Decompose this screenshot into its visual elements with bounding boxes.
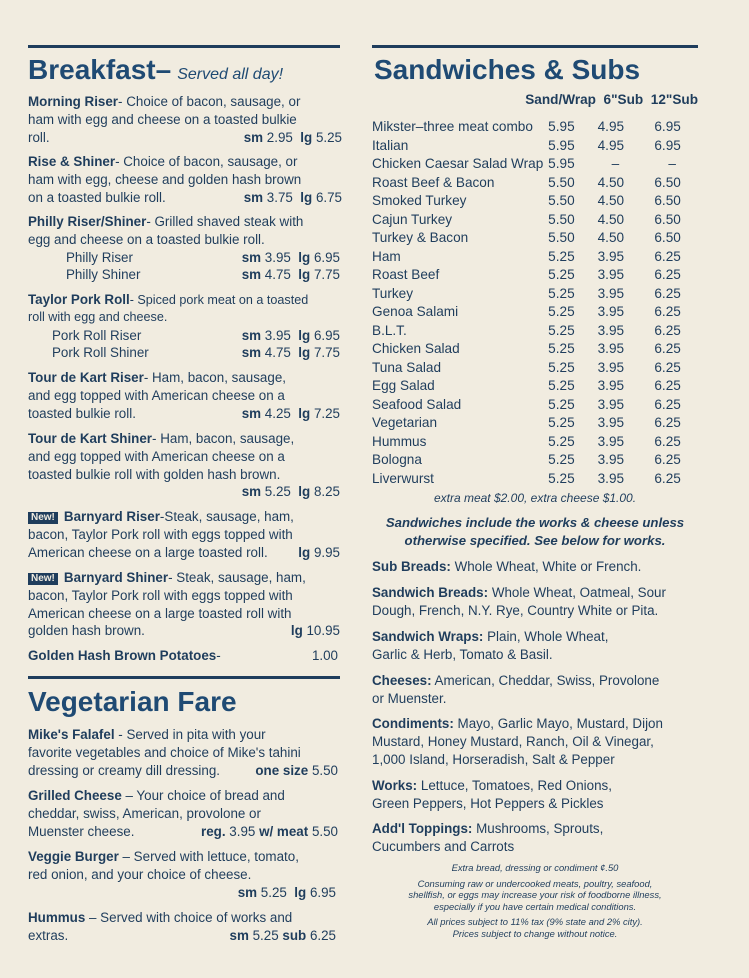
menu-item-barnyard-shiner xyxy=(28,569,340,640)
item-desc: and egg topped with American cheese on a xyxy=(28,448,285,464)
sandwich-row xyxy=(372,211,698,230)
sand-wrap-price: 5.25 xyxy=(548,285,575,301)
sandwich-name: Italian xyxy=(372,137,409,153)
item-name: Philly Riser/Shiner xyxy=(28,214,147,229)
twelve-inch-sub-price: 6.25 xyxy=(654,341,681,356)
sand-wrap-price: 5.95 xyxy=(548,156,575,171)
six-inch-sub-price: 3.95 xyxy=(597,267,625,282)
item-desc: - Ham, bacon, sausage, xyxy=(152,431,295,446)
six-inch-sub-price: 4.50 xyxy=(597,174,625,190)
sandwich-row xyxy=(372,433,698,452)
sandwich-name: Liverwurst xyxy=(372,470,434,486)
item-desc: on a toasted bulkie roll. xyxy=(28,189,166,205)
sandwich-name: Smoked Turkey xyxy=(372,193,467,208)
menu-item-tour-de-kart-shiner xyxy=(28,430,340,501)
price-column-header: Sand/Wrap 6"Sub 12"Sub xyxy=(525,92,698,107)
fine-print-line: Extra bread, dressing or condiment ¢.50 xyxy=(451,862,619,873)
twelve-inch-sub-price: 6.25 xyxy=(654,396,681,412)
sandwich-name: Bologna xyxy=(372,452,422,467)
twelve-inch-sub-price: 6.95 xyxy=(654,119,681,134)
sandwich-row xyxy=(372,155,698,174)
item-price: sm 4.75 lg 7.75 xyxy=(241,267,340,283)
item-desc: bacon, Taylor Pork roll with eggs topped with xyxy=(28,526,293,542)
item-desc: -Steak, sausage, ham, xyxy=(159,509,294,524)
item-desc: golden hash brown. xyxy=(28,623,145,639)
sandwich-breads: Sandwich Breads: Whole Wheat, Oatmeal, Sour Dough, French, N.Y. Rye, Country White or Pita. xyxy=(372,585,666,618)
menu-item-philly xyxy=(28,213,340,284)
sandwich-row xyxy=(372,266,698,285)
sand-wrap-price: 5.50 xyxy=(548,174,575,190)
sandwich-row xyxy=(372,192,698,211)
sandwiches-title: Sandwiches & Subs xyxy=(374,54,641,85)
item-desc: bacon, Taylor Pork roll with eggs topped with xyxy=(28,587,293,603)
item-name: Barnyard Riser xyxy=(63,509,160,524)
sandwich-row xyxy=(372,248,698,267)
six-inch-sub-price: 3.95 xyxy=(597,322,625,338)
menu-item-rise-shiner xyxy=(28,153,340,206)
item-desc: egg and cheese on a toasted bulkie roll. xyxy=(28,231,265,247)
sandwich-row xyxy=(372,118,698,137)
twelve-inch-sub-price: 6.50 xyxy=(654,174,681,190)
twelve-inch-sub-price: 6.25 xyxy=(654,359,681,375)
item-desc: and egg topped with American cheese on a xyxy=(28,387,285,403)
breakfast-title-text: Breakfast– xyxy=(28,54,172,85)
item-desc: toasted bulkie roll. xyxy=(28,405,136,421)
sand-wrap-price: 5.95 xyxy=(548,119,575,134)
item-desc: - Choice of bacon, sausage, or xyxy=(115,154,298,169)
sandwich-name: Roast Beef xyxy=(372,267,440,282)
six-inch-sub-price: 3.95 xyxy=(597,341,625,356)
item-desc: ham with egg and cheese on a toasted bulkie xyxy=(28,111,297,127)
sandwich-name: Hummus xyxy=(372,433,427,449)
twelve-inch-sub-price: 6.50 xyxy=(654,211,681,227)
sandwich-row xyxy=(372,322,698,341)
sub-item-name: Philly Shiner xyxy=(66,267,141,283)
sandwich-name: Vegetarian xyxy=(372,415,438,430)
item-price: sm 3.95 lg 6.95 xyxy=(241,327,340,343)
six-inch-sub-price: 4.95 xyxy=(597,119,625,134)
sandwiches-rule xyxy=(372,45,698,48)
fine-print-line: All prices subject to 11% tax (9% state and 2% city). xyxy=(427,916,643,928)
menu-item-hummus xyxy=(28,909,340,945)
item-name: Taylor Pork Roll xyxy=(28,292,130,307)
item-desc: roll. xyxy=(28,129,50,145)
sub-item-name: Philly Riser xyxy=(66,249,133,265)
menu-item-morning-riser xyxy=(28,93,340,146)
item-name: Barnyard Shiner xyxy=(63,570,169,585)
sandwich-row xyxy=(372,174,698,193)
item-price: reg. 3.95 w/ meat 5.50 xyxy=(200,823,338,839)
menu-item-grilled-cheese xyxy=(28,787,340,840)
breakfast-title xyxy=(28,54,283,91)
sandwich-name: Ham xyxy=(372,248,401,264)
sand-wrap-price: 5.25 xyxy=(548,304,575,319)
item-price: lg 10.95 xyxy=(290,623,340,639)
sand-wrap-price: 5.95 xyxy=(548,137,575,153)
twelve-inch-sub-price: 6.25 xyxy=(654,378,681,393)
breakfast-rule xyxy=(28,45,340,48)
sand-wrap-price: 5.25 xyxy=(548,322,575,338)
item-name: Tour de Kart Shiner xyxy=(28,431,153,446)
item-name: Hummus xyxy=(28,910,86,925)
item-desc: favorite vegetables and choice of Mike's tahini xyxy=(28,744,301,760)
six-inch-sub-price: 3.95 xyxy=(597,433,625,449)
sand-wrap-price: 5.25 xyxy=(548,359,575,375)
six-inch-sub-price: 3.95 xyxy=(597,359,625,375)
item-price: sm 3.95 lg 6.95 xyxy=(241,249,340,265)
sandwich-name: Chicken Salad xyxy=(372,341,460,356)
sandwich-row xyxy=(372,451,698,470)
item-desc: toasted bulkie roll with golden hash brown. xyxy=(28,466,281,482)
item-price: sm 4.25 lg 7.25 xyxy=(241,405,340,421)
fine-print-line: especially if you have certain medical conditions. xyxy=(433,900,637,912)
item-price: lg 9.95 xyxy=(298,544,340,560)
item-desc: American cheese on a large toasted roll with xyxy=(28,605,292,621)
twelve-inch-sub-price: 6.95 xyxy=(654,137,681,153)
sandwich-row xyxy=(372,414,698,433)
item-name: Morning Riser xyxy=(28,94,119,109)
item-desc: roll with egg and cheese. xyxy=(28,309,168,324)
item-name: Rise & Shiner xyxy=(28,154,116,169)
item-desc: extras. xyxy=(28,927,69,943)
sand-wrap-price: 5.25 xyxy=(548,378,575,393)
item-desc: – Served with lettuce, tomato, xyxy=(118,849,299,864)
menu-item-tour-de-kart-riser xyxy=(28,369,340,422)
works-note-line: Sandwiches include the works & cheese unless xyxy=(385,515,685,530)
twelve-inch-sub-price: 6.50 xyxy=(654,230,681,245)
item-price: 1.00 xyxy=(311,648,338,663)
works: Works: Lettuce, Tomatoes, Red Onions, Green Peppers, Hot Peppers & Pickles xyxy=(372,778,612,811)
item-price: sm 2.95 lg 5.25 xyxy=(243,129,342,145)
sandwich-row xyxy=(372,303,698,322)
sand-wrap-price: 5.25 xyxy=(548,452,575,467)
sand-wrap-price: 5.25 xyxy=(548,267,575,282)
sandwich-name: B.L.T. xyxy=(372,322,407,338)
sand-wrap-price: 5.50 xyxy=(548,211,575,227)
six-inch-sub-price: – xyxy=(611,156,620,171)
sandwich-row xyxy=(372,359,698,378)
item-desc: American cheese on a large toasted roll. xyxy=(28,544,268,560)
twelve-inch-sub-price: 6.25 xyxy=(654,322,681,338)
sub-item-name: Pork Roll Shiner xyxy=(52,345,149,361)
twelve-inch-sub-price: 6.25 xyxy=(654,267,681,282)
twelve-inch-sub-price: 6.25 xyxy=(654,452,681,467)
item-price: sm 5.25 sub 6.25 xyxy=(229,927,336,943)
item-desc: - Grilled shaved steak with xyxy=(146,214,304,229)
menu-item-veggie-burger xyxy=(28,848,340,901)
six-inch-sub-price: 3.95 xyxy=(597,285,625,301)
fine-print-line: Consuming raw or undercooked meats, poultry, seafood, xyxy=(417,877,653,889)
item-desc: - Steak, sausage, ham, xyxy=(168,570,306,585)
extra-charges: extra meat $2.00, extra cheese $1.00. xyxy=(433,491,637,505)
sandwich-name: Roast Beef & Bacon xyxy=(372,174,495,190)
new-badge: New! xyxy=(28,573,58,585)
sandwich-row xyxy=(372,285,698,304)
item-desc: ham with egg, cheese and golden hash brown xyxy=(28,171,302,187)
condiments: Condiments: Mayo, Garlic Mayo, Mustard, Dijon Mustard, Honey Mustard, Ranch, Oil & Vinegar, 1,000 Island, Horseradish, Salt & Pepper xyxy=(372,716,663,767)
item-desc: – Served with choice of works and xyxy=(85,910,293,925)
twelve-inch-sub-price: 6.25 xyxy=(654,304,681,319)
sand-wrap-price: 5.25 xyxy=(548,248,575,264)
sandwich-name: Genoa Salami xyxy=(372,304,459,319)
sand-wrap-price: 5.25 xyxy=(548,433,575,449)
sub-breads: Sub Breads: Whole Wheat, White or French. xyxy=(372,559,642,574)
new-badge: New! xyxy=(28,512,58,524)
sandwich-name: Chicken Caesar Salad Wrap xyxy=(372,156,544,171)
sandwich-name: Mikster–three meat combo xyxy=(372,119,533,134)
sand-wrap-price: 5.25 xyxy=(548,470,575,486)
twelve-inch-sub-price: 6.25 xyxy=(654,433,681,449)
item-name: Grilled Cheese xyxy=(28,788,122,803)
menu-item-barnyard-riser xyxy=(28,508,340,561)
works-note-line: otherwise specified. See below for works. xyxy=(404,533,666,548)
item-desc: - Choice of bacon, sausage, or xyxy=(118,94,301,109)
sand-wrap-price: 5.50 xyxy=(548,193,575,208)
six-inch-sub-price: 3.95 xyxy=(597,378,625,393)
item-name: Golden Hash Brown Potatoes xyxy=(28,648,217,663)
twelve-inch-sub-price: 6.25 xyxy=(654,285,681,301)
twelve-inch-sub-price: 6.50 xyxy=(654,193,681,208)
sandwich-name: Tuna Salad xyxy=(372,359,442,375)
six-inch-sub-price: 4.50 xyxy=(597,211,625,227)
sandwich-price-table xyxy=(372,118,698,488)
twelve-inch-sub-price: 6.25 xyxy=(654,415,681,430)
sandwich-name: Turkey & Bacon xyxy=(372,230,469,245)
six-inch-sub-price: 3.95 xyxy=(597,470,625,486)
sandwich-row xyxy=(372,470,698,489)
twelve-inch-sub-price: 6.25 xyxy=(654,248,681,264)
item-desc: red onion, and your choice of cheese. xyxy=(28,866,252,882)
sandwich-name: Cajun Turkey xyxy=(372,211,453,227)
breakfast-subtitle: Served all day! xyxy=(177,66,284,83)
item-desc: – Your choice of bread and xyxy=(121,788,285,803)
sandwich-wraps: Sandwich Wraps: Plain, Whole Wheat, Garlic & Herb, Tomato & Basil. xyxy=(372,629,609,662)
fine-print xyxy=(372,862,698,940)
item-name: Tour de Kart Riser xyxy=(28,370,144,385)
menu-item-taylor-pork-roll xyxy=(28,291,340,362)
fine-print-line: Prices subject to change without notice. xyxy=(452,927,618,939)
item-price: sm 5.25 lg 8.25 xyxy=(241,484,340,500)
sandwich-row xyxy=(372,137,698,156)
item-name: Veggie Burger xyxy=(28,849,119,864)
item-price: one size 5.50 xyxy=(255,762,338,778)
six-inch-sub-price: 3.95 xyxy=(597,415,625,430)
sandwich-name: Egg Salad xyxy=(372,378,435,393)
six-inch-sub-price: 3.95 xyxy=(597,304,625,319)
addl-toppings: Add'l Toppings: Mushrooms, Sprouts, Cucumbers and Carrots xyxy=(372,821,604,854)
six-inch-sub-price: 4.50 xyxy=(597,230,625,245)
item-desc: - Spiced pork meat on a toasted xyxy=(129,293,309,307)
sand-wrap-price: 5.25 xyxy=(548,396,575,412)
six-inch-sub-price: 3.95 xyxy=(597,396,625,412)
item-desc: - Served in pita with your xyxy=(114,727,266,742)
six-inch-sub-price: 4.95 xyxy=(597,137,625,153)
vegetarian-rule xyxy=(28,676,340,679)
item-price: sm 4.75 lg 7.75 xyxy=(241,345,340,361)
six-inch-sub-price: 3.95 xyxy=(597,248,625,264)
cheeses: Cheeses: American, Cheddar, Swiss, Provolone or Muenster. xyxy=(372,673,660,706)
six-inch-sub-price: 3.95 xyxy=(597,452,625,467)
sand-wrap-price: 5.25 xyxy=(548,341,575,356)
menu-item-hash-brown xyxy=(28,647,340,665)
fine-print-line: shellfish, or eggs may increase your risk of foodborne illness, xyxy=(408,889,662,901)
item-price: sm 3.75 lg 6.75 xyxy=(243,189,342,205)
sandwich-name: Seafood Salad xyxy=(372,396,462,412)
item-desc: cheddar, swiss, American, provolone or xyxy=(28,805,261,821)
item-name: Mike's Falafel xyxy=(28,727,115,742)
item-desc: - Ham, bacon, sausage, xyxy=(143,370,286,385)
item-price: sm 5.25 lg 6.95 xyxy=(237,884,336,900)
works-note xyxy=(372,514,698,550)
sandwich-name: Turkey xyxy=(372,285,414,301)
sub-item-name: Pork Roll Riser xyxy=(52,327,142,343)
vegetarian-title: Vegetarian Fare xyxy=(28,686,237,717)
twelve-inch-sub-price: 6.25 xyxy=(654,470,681,486)
item-desc: dressing or creamy dill dressing. xyxy=(28,762,221,778)
item-desc: Muenster cheese. xyxy=(28,823,135,839)
sand-wrap-price: 5.50 xyxy=(548,230,575,245)
sandwich-row xyxy=(372,229,698,248)
item-desc: - xyxy=(216,648,221,663)
six-inch-sub-price: 4.50 xyxy=(597,193,625,208)
sandwich-row xyxy=(372,340,698,359)
twelve-inch-sub-price: – xyxy=(668,156,676,171)
menu-item-falafel xyxy=(28,726,340,779)
sandwich-row xyxy=(372,396,698,415)
sand-wrap-price: 5.25 xyxy=(548,415,575,430)
sandwich-row xyxy=(372,377,698,396)
